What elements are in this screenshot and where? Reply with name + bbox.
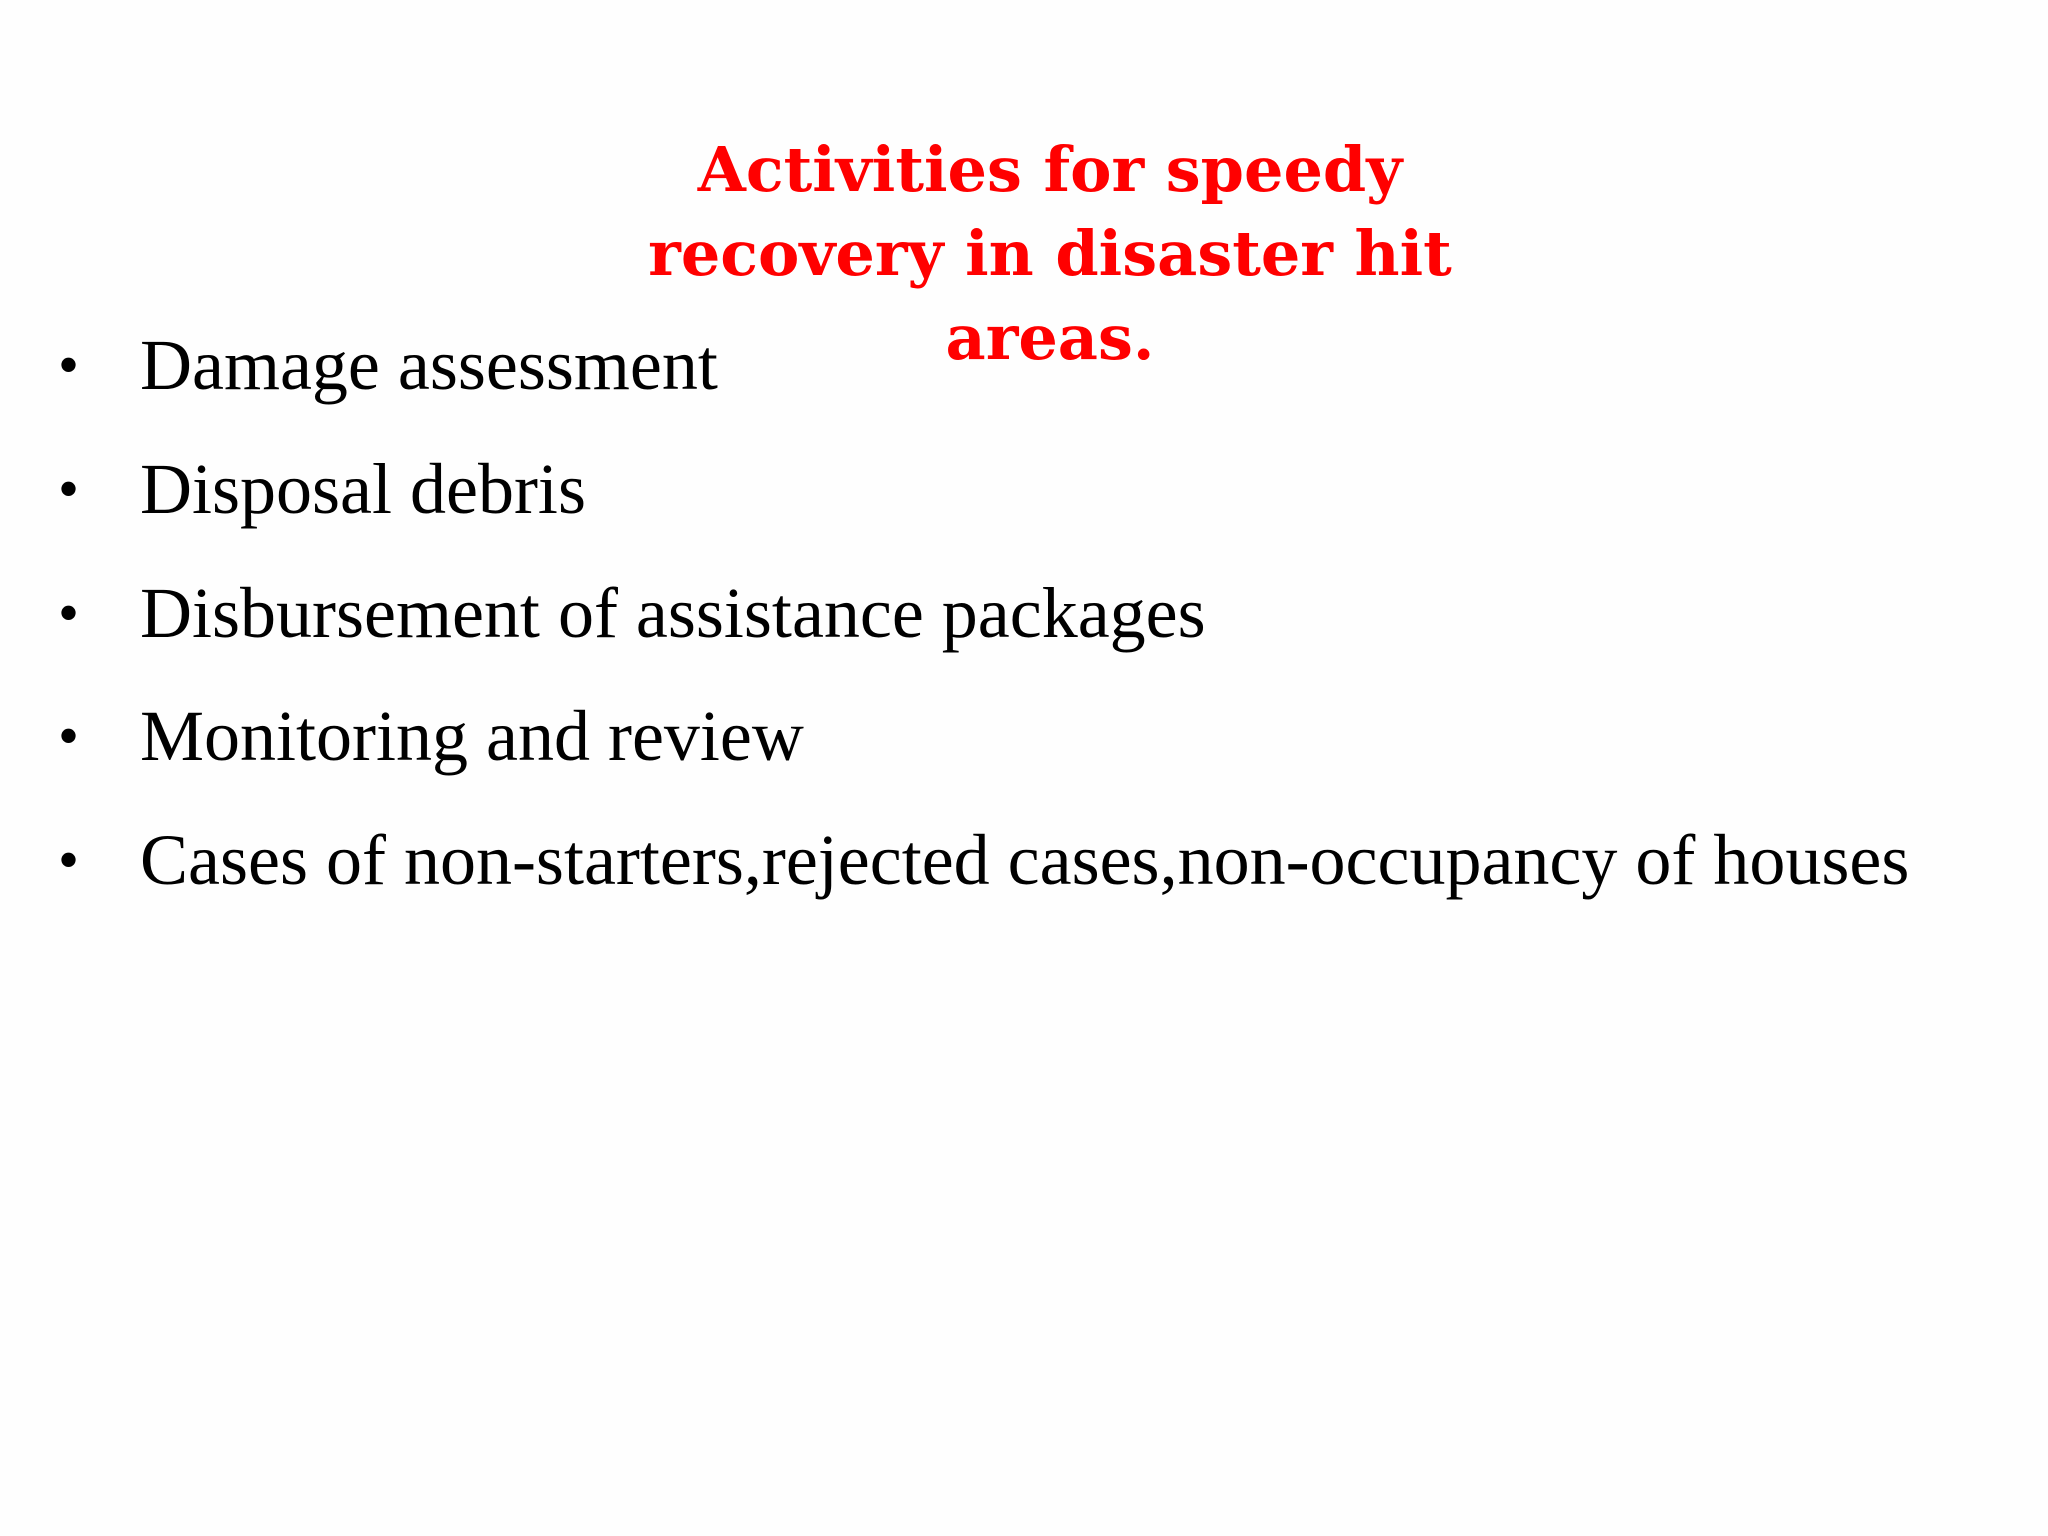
slide-title: Activities for speedy recovery in disaster hit areas. (648, 133, 1452, 374)
bullet-icon: • (58, 703, 80, 769)
bullet-icon: • (58, 580, 80, 646)
bullet-text: Damage assessment (140, 325, 718, 405)
bullet-text: Disbursement of assistance packages (140, 573, 1206, 653)
bullet-text: Monitoring and review (140, 696, 804, 776)
bullet-text: Disposal debris (140, 449, 586, 529)
bullet-icon: • (58, 332, 80, 398)
bullet-icon: • (58, 456, 80, 522)
bullet-icon: • (58, 827, 80, 893)
bullet-text: Cases of non-starters,rejected cases,non-occupancy of houses (140, 820, 1910, 900)
